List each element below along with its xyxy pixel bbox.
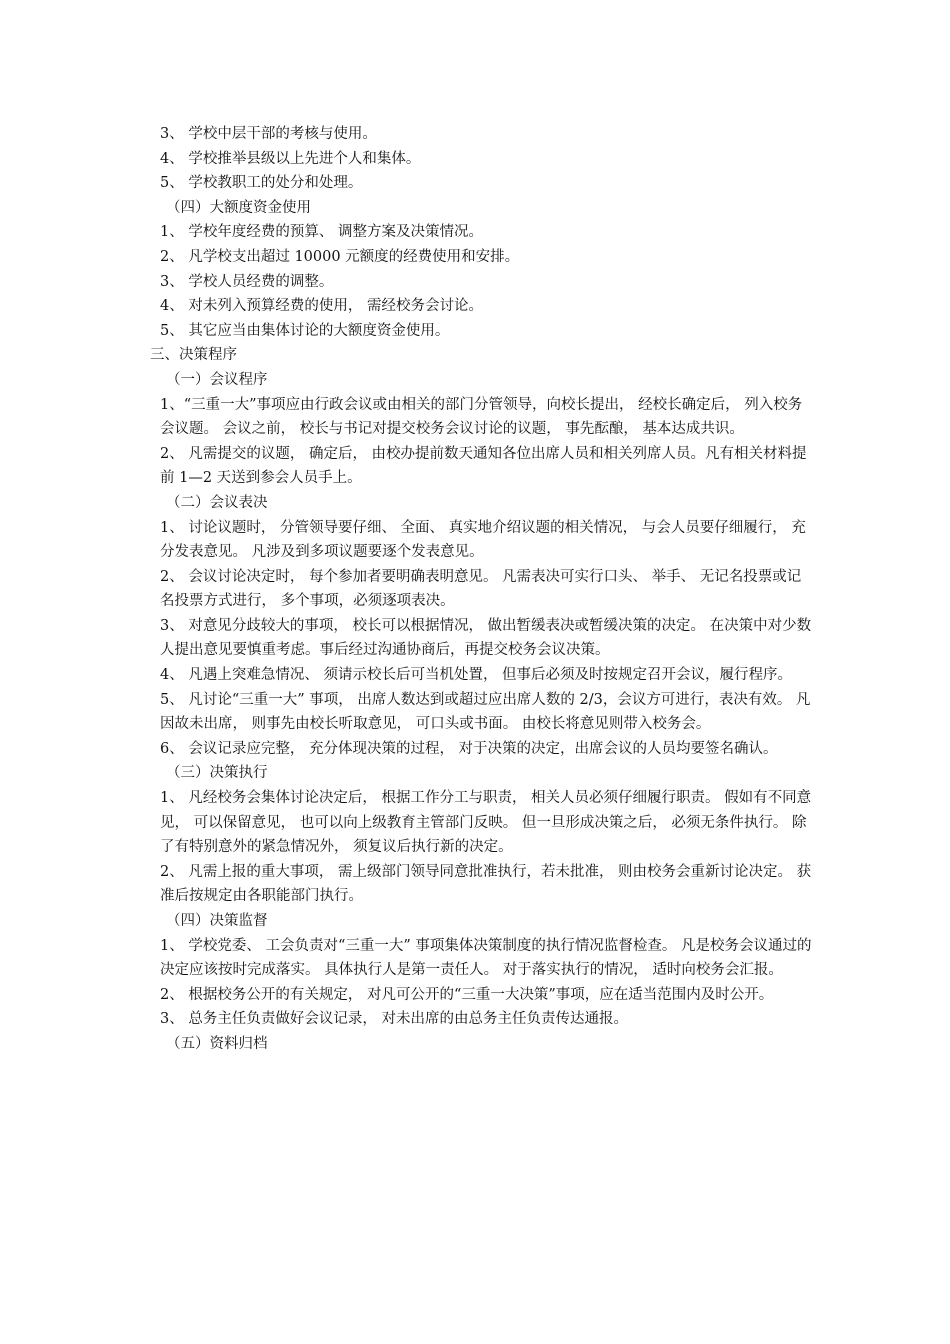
list-item: 1、 学校党委、 工会负责对“三重一大” 事项集体决策制度的执行情况监督检查。 凡是校务会议通过的决定应该按时完成落实。 具体执行人是第一责任人。 对于落实执行的情况， 适时向校务会汇报。 (160, 937, 812, 979)
list-item: 1、 讨论议题时， 分管领导要仔细、 全面、 真实地介绍议题的相关情况， 与会人员要仔细履行， 充分发表意见。 凡涉及到多项议题要逐个发表意见。 (160, 519, 806, 561)
list-item: 2、 凡需提交的议题， 确定后， 由校办提前数天通知各位出席人员和相关列席人员。凡有相关材料提前 1—2 天送到参会人员手上。 (160, 445, 807, 487)
subsection-heading: （二）会议表决 (166, 494, 268, 511)
list-item: 1、 学校年度经费的预算、 调整方案及决策情况。 (160, 224, 483, 241)
subsection-heading: （四）决策监督 (166, 913, 268, 929)
list-item: 2、 凡学校支出超过 10000 元额度的经费使用和安排。 (160, 248, 520, 265)
subsection-heading: （四）大额度资金使用 (166, 199, 311, 216)
subsection-heading: （三）决策执行 (166, 765, 268, 782)
list-item: 1、 凡经校务会集体讨论决定后， 根据工作分工与职责， 相关人员必须仔细履行职责。 假如有不同意见， 可以保留意见， 也可以向上级教育主管部门反映。 但一旦形成决策之后， 必须无条件执行。 除了有特别意外的紧急情况外， 须复议后执行新的决定。 (160, 790, 812, 856)
list-item: 3、 学校中层干部的考核与使用。 (160, 126, 377, 142)
list-item: 3、 总务主任负责做好会议记录， 对未出席的由总务主任负责传达通报。 (160, 1011, 628, 1028)
list-item: 5、 凡讨论“三重一大” 事项， 出席人数达到或超过应出席人数的 2/3，会议方可进行，表决有效。 凡因故未出席， 则事先由校长听取意见， 可口头或书面。 由校长将意见则带入校务会。 (160, 691, 811, 733)
list-item: 4、 对未列入预算经费的使用， 需经校务会讨论。 (160, 298, 483, 315)
document-page (148, 122, 813, 1057)
list-item: 5、 其它应当由集体讨论的大额度资金使用。 (160, 322, 450, 339)
list-item: 5、 学校教职工的处分和处理。 (160, 175, 363, 192)
list-item: 2、 会议讨论决定时， 每个参加者要明确表明意见。 凡需表决可实行口头、 举手、 无记名投票或记名投票方式进行， 多个事项，必须逐项表决。 (160, 568, 802, 610)
list-item: 3、 学校人员经费的调整。 (160, 273, 334, 290)
list-item: 2、 根据校务公开的有关规定， 对凡可公开的“三重一大决策”事项，应在适当范围内及时公开。 (160, 986, 774, 1003)
list-item: 1、“三重一大”事项应由行政会议或由相关的部门分管领导，向校长提出， 经校长确定后， 列入校务会议题。 会议之前， 校长与书记对提交校务会议讨论的议题， 事先酝酿， 基本达成共识。 (160, 396, 803, 438)
list-item: 4、 学校推举县级以上先进个人和集体。 (160, 150, 421, 167)
subsection-heading: （一）会议程序 (166, 371, 268, 388)
subsection-heading: （五）资料归档 (166, 1035, 268, 1052)
list-item: 4、 凡遇上突难急情况、 须请示校长后可当机处置， 但事后必须及时按规定召开会议，履行程序。 (160, 667, 793, 684)
list-item: 2、 凡需上报的重大事项， 需上级部门领导同意批准执行，若未批准， 则由校务会重新讨论决定。 获准后按规定由各职能部门执行。 (160, 863, 812, 905)
list-item: 6、 会议记录应完整， 充分体现决策的过程， 对于决策的决定，出席会议的人员均要签名确认。 (160, 740, 778, 757)
section-heading: 三、决策程序 (150, 347, 237, 364)
list-item: 3、 对意见分歧较大的事项， 校长可以根据情况， 做出暂缓表决或暂缓决策的决定。 在决策中对少数人提出意见要慎重考虑。事后经过沟通协商后，再提交校务会议决策。 (160, 617, 812, 659)
